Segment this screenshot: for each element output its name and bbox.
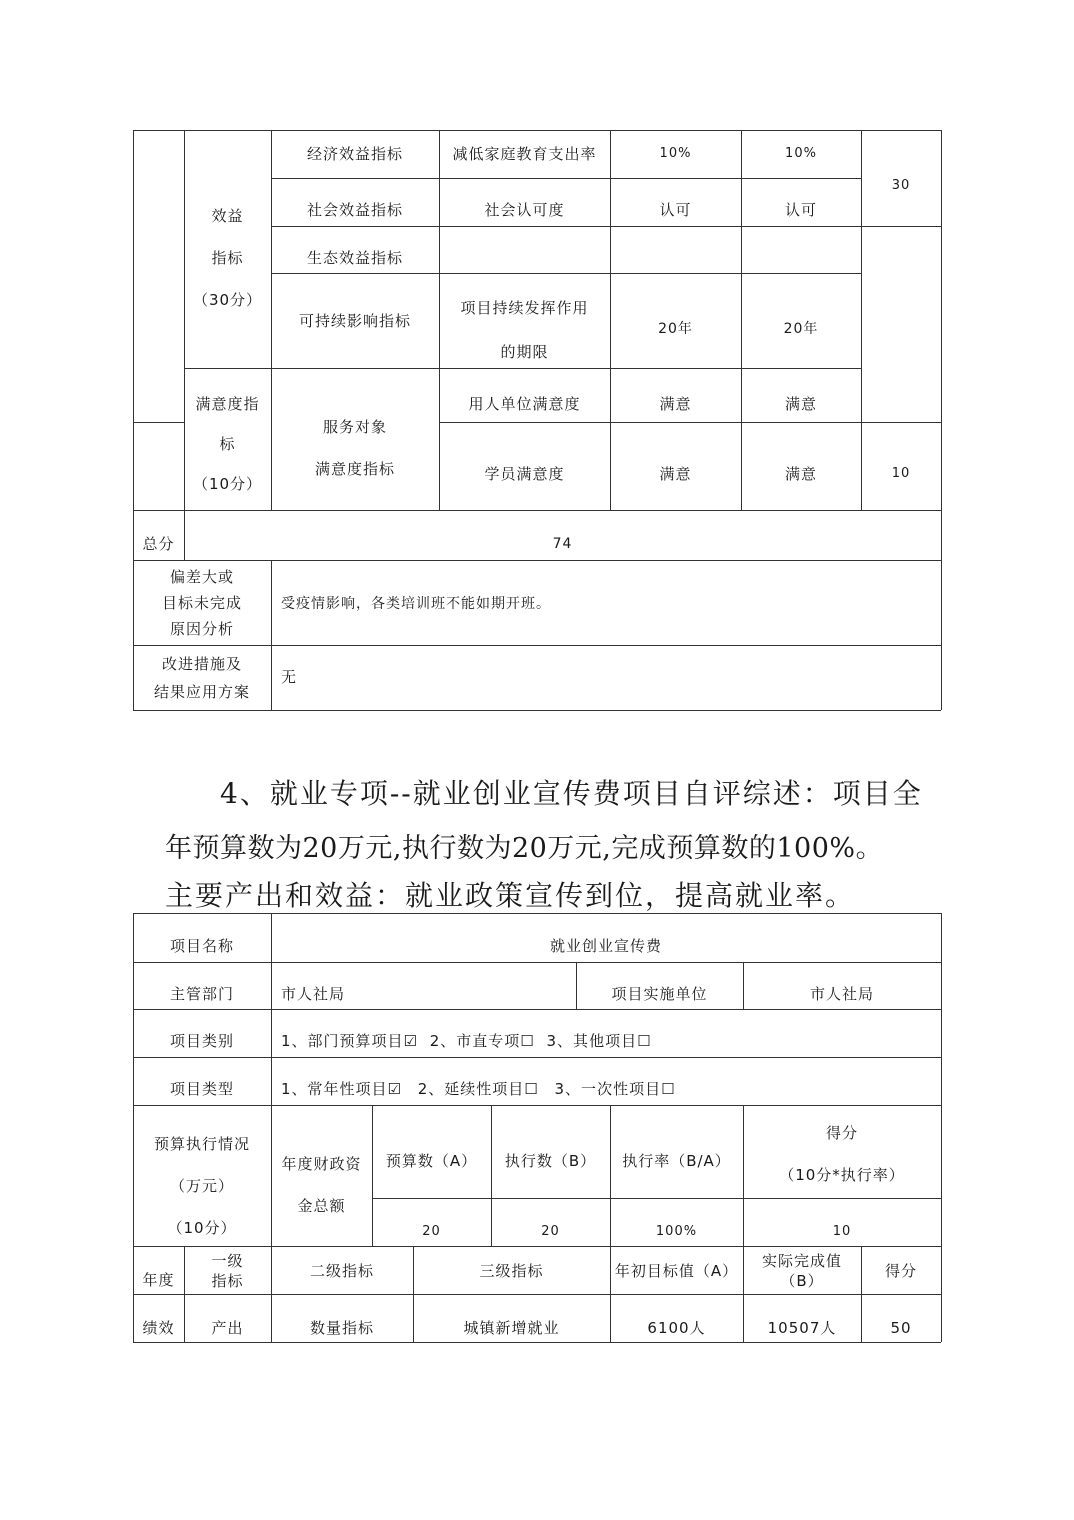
level2-sustainable: 可持续影响指标 — [298, 311, 411, 330]
project-summary-line-3: 主要产出和效益：就业政策宣传到位，提高就业率。 — [165, 879, 856, 912]
service-satisfaction-label: 服务对象 满意度指标 — [314, 417, 395, 478]
level2-ecological: 生态效益指标 — [306, 249, 403, 267]
level3-employer-satisfaction: 用人单位满意度 — [468, 395, 581, 413]
department-label: 主管部门 — [169, 985, 234, 1003]
exec-rate-value: 100% — [655, 1224, 698, 1240]
fiscal-total-label: 年度财政资 金总额 — [281, 1155, 362, 1215]
project-category-label: 项目类别 — [169, 1032, 234, 1050]
budget-score-label: 得分 （10分*执行率） — [779, 1124, 905, 1184]
improvement-plan-label: 改进措施及 结果应用方案 — [153, 654, 250, 701]
deviation-analysis-text: 受疫情影响，各类培训班不能如期开班。 — [281, 595, 551, 612]
project-summary-line-2: 年预算数为20万元,执行数为20万元,完成预算数的100%。 — [165, 833, 884, 864]
implementing-unit-value: 市人社局 — [809, 985, 874, 1003]
level2-social: 社会效益指标 — [306, 201, 403, 219]
project-type-label: 项目类型 — [169, 1080, 234, 1098]
project-name-value: 就业创业宣传费 — [549, 937, 662, 955]
implementing-unit-label: 项目实施单位 — [611, 985, 708, 1003]
satisfaction-indicator-label: 满意度指 标 （10分） — [192, 395, 263, 493]
perf-level1-header: 一级 指标 — [211, 1252, 244, 1290]
perf-level1-cell: 产出 — [211, 1319, 244, 1337]
improvement-plan-text: 无 — [281, 668, 298, 686]
perf-score-header: 得分 — [884, 1262, 917, 1280]
perf-level3-header: 三级指标 — [479, 1262, 544, 1280]
budget-score-value: 10 — [832, 1224, 852, 1240]
perf-level3-cell: 城镇新增就业 — [463, 1319, 560, 1337]
project-category-options: 1、部门预算项目☑ 2、市直专项☐ 3、其他项目☐ — [281, 1032, 652, 1050]
perf-year-header: 年度 — [142, 1271, 175, 1289]
level2-economic: 经济效益指标 — [306, 145, 403, 163]
level3-social: 社会认可度 — [484, 201, 565, 219]
project-type-options: 1、常年性项目☑ 2、延续性项目☐ 3、一次性项目☐ — [281, 1080, 676, 1098]
level3-sustainable: 项目持续发挥作用 的期限 — [460, 299, 589, 361]
perf-level2-header: 二级指标 — [309, 1262, 374, 1280]
perf-score-cell: 50 — [890, 1319, 912, 1337]
budget-execution-label: 预算执行情况 （万元） （10分） — [153, 1135, 250, 1237]
budget-a-value: 20 — [422, 1224, 441, 1240]
perf-year-cell: 绩效 — [142, 1319, 175, 1337]
actual-employer-satisfaction: 满意 — [784, 395, 817, 413]
target-employer-satisfaction: 满意 — [659, 395, 692, 413]
project-summary-line-1: 4、就业专项--就业创业宣传费项目自评综述：项目全 — [220, 777, 923, 810]
exec-rate-label: 执行率（B/A） — [622, 1152, 731, 1170]
perf-actual-cell: 10507人 — [767, 1319, 837, 1337]
level3-economic: 减低家庭教育支出率 — [452, 145, 597, 163]
target-social: 认可 — [659, 201, 692, 219]
exec-b-label: 执行数（B） — [504, 1152, 597, 1170]
perf-actual-header: 实际完成值 （B） — [761, 1252, 842, 1290]
benefit-score: 30 — [891, 178, 911, 194]
actual-sustainable: 20年 — [783, 320, 819, 337]
perf-level2-cell: 数量指标 — [309, 1319, 374, 1337]
satisfaction-score: 10 — [891, 466, 911, 482]
actual-student-satisfaction: 满意 — [784, 465, 817, 483]
total-score-label: 总分 — [142, 535, 175, 553]
exec-b-value: 20 — [541, 1224, 560, 1240]
level3-student-satisfaction: 学员满意度 — [484, 465, 565, 483]
target-economic: 10% — [659, 146, 692, 162]
actual-social: 认可 — [784, 201, 817, 219]
benefit-indicator-label: 效益 指标 （30分） — [192, 207, 263, 309]
target-student-satisfaction: 满意 — [659, 465, 692, 483]
deviation-analysis-label: 偏差大或 目标未完成 原因分析 — [161, 567, 242, 638]
total-score-value: 74 — [552, 535, 573, 552]
perf-target-cell: 6100人 — [647, 1319, 706, 1337]
perf-target-header: 年初目标值（A） — [614, 1262, 739, 1280]
department-value: 市人社局 — [281, 985, 346, 1003]
budget-a-label: 预算数（A） — [385, 1152, 478, 1170]
project-name-label: 项目名称 — [169, 937, 234, 955]
actual-economic: 10% — [785, 146, 817, 162]
target-sustainable: 20年 — [658, 320, 693, 337]
